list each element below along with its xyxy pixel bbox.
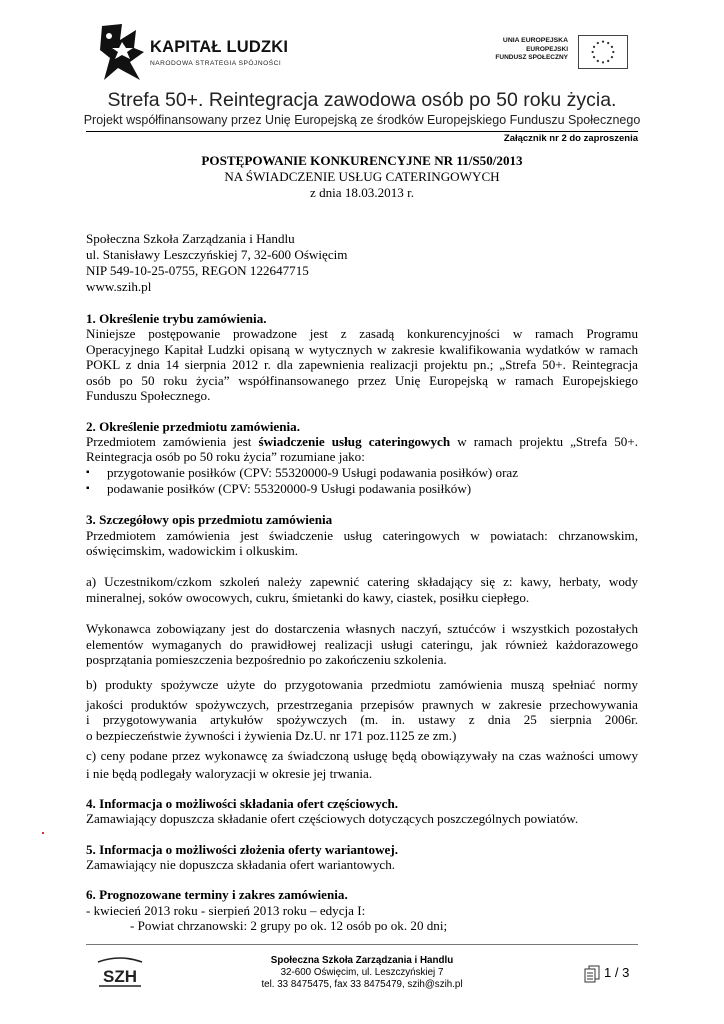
- eu-logo: [488, 35, 628, 71]
- org-address: ul. Stanisławy Leszczyńskiej 7, 32-600 Oświęcim: [86, 247, 348, 262]
- section-1-line: osób po 50 roku życia” współfinansowanego przez Unię Europejską w ramach Europejskiego: [86, 373, 638, 388]
- section-3-w: posprzątania pomieszczenia bezpośrednio po zakończeniu szkolenia.: [86, 652, 447, 667]
- section-3-b: o bezpieczeństwie żywności i żywienia Dz.U. nr 171 poz.1125 ze zm.): [86, 728, 457, 743]
- section-2-line-2: Reintegracja osób po 50 roku życia” rozumiane jako:: [86, 449, 365, 464]
- section-3-c: c) ceny podane przez wykonawcę za świadczoną usługę będą obowiązywały na czas ważności umowy: [86, 748, 638, 763]
- section-3-a: mineralnej, soków owocowych, cukru, śmietanki do kawy, ciastek, posiłku ciepłego.: [86, 590, 530, 605]
- section-1-line: POKL z dnia 14 sierpnia 2012 r. dla zapewnienia realizacji projektu pn.; „Strefa 50+. Reintegracja: [86, 357, 638, 372]
- section-2-bold-text: świadczenie usług cateringowych: [258, 434, 451, 449]
- attachment-label: Załącznik nr 2 do zaproszenia: [503, 133, 638, 144]
- footer-address: 32-600 Oświęcim, ul. Leszczyńskiej 7: [280, 967, 444, 978]
- footer-contact: tel. 33 8475475, fax 33 8475479, szih@szih.pl: [261, 979, 463, 990]
- section-3-b: b) produkty spożywcze użyte do przygotowania przedmiotu zamówienia muszą spełniać normy: [86, 677, 638, 692]
- section-2-heading: 2. Określenie przedmiotu zamówienia.: [86, 419, 300, 434]
- section-4-text: Zamawiający dopuszcza składanie ofert częściowych dotyczących poszczególnych powiatów.: [86, 811, 579, 826]
- org-name: Społeczna Szkoła Zarządzania i Handlu: [86, 231, 295, 246]
- kapital-ludzki-mark-icon: [100, 22, 146, 82]
- org-website: www.szih.pl: [86, 279, 152, 294]
- document-subtitle: NA ŚWIADCZENIE USŁUG CATERINGOWYCH: [224, 169, 500, 184]
- section-2-text: w ramach projektu „Strefa 50+.: [450, 434, 639, 449]
- section-4-heading: 4. Informacja o możliwości składania ofert częściowych.: [86, 796, 399, 811]
- page-number: 1 / 3: [604, 965, 630, 980]
- section-1-heading: 1. Określenie trybu zamówienia.: [86, 311, 267, 326]
- section-1-line: Niniejsze postępowanie prowadzone jest z zasadą konkurencyjności w ramach Programu: [86, 326, 638, 341]
- section-6-heading: 6. Prognozowane terminy i zakres zamówienia.: [86, 887, 348, 902]
- header-divider: [86, 131, 638, 132]
- section-3-w: elementów wymaganych do prawidłowej realizacji usługi cateringu, jak również każdorazowego: [86, 637, 638, 652]
- kapital-ludzki-subtitle: NARODOWA STRATEGIA SPÓJNOŚCI: [150, 60, 282, 67]
- eu-logo-line-1: UNIA EUROPEJSKA: [502, 37, 568, 44]
- section-6-line-1: - kwiecień 2013 roku - sierpień 2013 roku – edycja I:: [86, 903, 366, 918]
- section-3-w: Wykonawca zobowiązany jest do dostarczenia własnych naczyń, sztućców i wszystkich pozostałych: [86, 621, 638, 636]
- kapital-ludzki-title: KAPITAŁ LUDZKI: [150, 38, 289, 56]
- document-title: POSTĘPOWANIE KONKURENCYJNE NR 11/S50/2013: [201, 153, 523, 168]
- section-3-intro: Przedmiotem zamówienia jest świadczenie usług cateringowych w powiatach: chrzanowskim,: [86, 528, 638, 543]
- section-2-bullet: przygotowanie posiłków (CPV: 55320000-9 Usługi podawania posiłków) oraz: [107, 465, 519, 480]
- section-3-a: a) Uczestnikom/czkom szkoleń należy zapewnić catering składający się z: kawy, herbaty, wody: [86, 574, 638, 589]
- section-5-heading: 5. Informacja o możliwości złożenia oferty wariantowej.: [86, 842, 398, 857]
- section-1-line: Funduszu Społecznego.: [86, 388, 211, 403]
- document-pages-icon: [584, 965, 600, 983]
- footer-divider: [86, 944, 638, 945]
- section-3-heading: 3. Szczegółowy opis przedmiotu zamówienia: [86, 512, 333, 527]
- org-ids: NIP 549-10-25-0755, REGON 122647715: [86, 263, 309, 278]
- section-2-line-1: [86, 434, 638, 450]
- project-subtitle: Projekt współfinansowany przez Unię Europejską ze środków Europejskiego Funduszu Społecznego: [83, 113, 641, 127]
- section-3-b: jakości produktów spożywczych, przestrzegania przepisów prawnych w zakresie przechowywania: [86, 697, 638, 712]
- section-3-b: i przygotowywania artykułów spożywczych (m. in. ustawy z dnia 25 sierpnia 2006r.: [86, 712, 638, 727]
- section-3-c: i nie będą podlegały waloryzacji w okresie jej trwania.: [86, 766, 373, 781]
- eu-logo-line-2: EUROPEJSKI: [526, 45, 568, 53]
- eu-logo-text: [495, 37, 568, 63]
- document-date: z dnia 18.03.2013 r.: [309, 185, 414, 200]
- bullet-icon: ▪: [86, 483, 90, 494]
- section-3-intro: oświęcimskim, wadowickim i olkuskim.: [86, 543, 299, 558]
- section-1-line: Operacyjnego Kapitał Ludzki opisaną w wytycznych w zakresie kwalifikowania wydatków w ramach: [86, 342, 638, 357]
- eu-logo-line-3: FUNDUSZ SPOŁECZNY: [495, 54, 568, 61]
- section-5-text: Zamawiający nie dopuszcza składania ofert wariantowych.: [86, 857, 396, 872]
- section-6-line-2: - Powiat chrzanowski: 2 grupy po ok. 12 osób po ok. 20 dni;: [130, 918, 448, 933]
- section-2-text: Przedmiotem zamówienia jest: [86, 434, 259, 449]
- stray-mark: [42, 832, 44, 834]
- szh-logo-text: SZH: [103, 967, 137, 986]
- section-2-bullet: podawanie posiłków (CPV: 55320000-9 Usługi podawania posiłków): [107, 481, 472, 496]
- eu-flag-icon: [578, 35, 628, 69]
- bullet-icon: ▪: [86, 467, 90, 478]
- project-title: Strefa 50+. Reintegracja zawodowa osób po 50 roku życia.: [107, 89, 617, 111]
- footer-org-name: Społeczna Szkoła Zarządzania i Handlu: [270, 955, 454, 966]
- kapital-ludzki-logo: [100, 22, 300, 84]
